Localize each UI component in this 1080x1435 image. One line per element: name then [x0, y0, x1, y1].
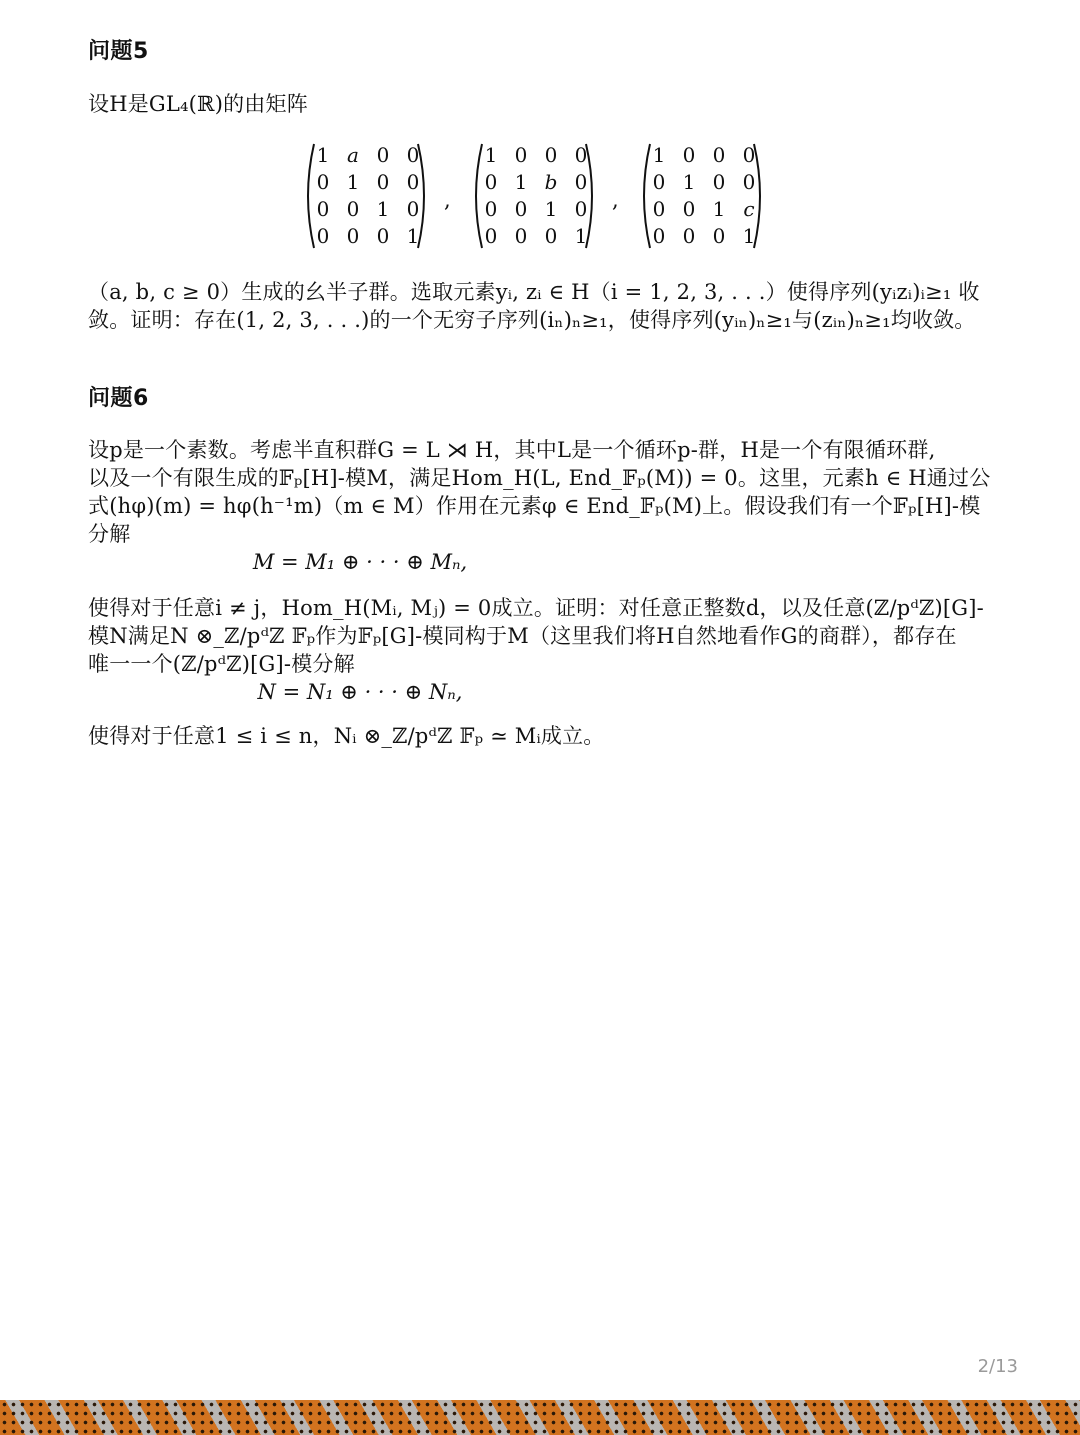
matrix-entry: 0 — [376, 170, 390, 194]
matrix-entry: 0 — [682, 224, 696, 248]
matrix-entry: 0 — [316, 197, 330, 221]
page-number: 2/13 — [977, 1356, 1018, 1377]
problem6-body-2 — [88, 594, 993, 678]
matrix-entry: 0 — [544, 143, 558, 167]
matrix-b — [468, 140, 600, 252]
matrix-entry: 0 — [514, 197, 528, 221]
matrix-entry: 0 — [652, 170, 666, 194]
matrix-entry: 0 — [652, 197, 666, 221]
problem5-intro-text: 设H是GL₄(ℝ)的由矩阵 — [88, 92, 308, 116]
matrix-entry: 0 — [742, 143, 756, 167]
problem6-heading: 问题6 — [88, 386, 149, 411]
decorative-border-strip — [0, 1400, 1080, 1435]
matrix-entry: 0 — [376, 143, 390, 167]
matrix-entry: 0 — [574, 143, 588, 167]
problem6-line: 以及一个有限生成的𝔽ₚ[H]-模M，满足Hom_H(L, End_𝔽ₚ(M)) = 0。这里，元素h ∈ H通过公 — [88, 466, 991, 490]
matrix-entry: 0 — [376, 224, 390, 248]
problem6-line: 模N满足N ⊗_ℤ/pᵈℤ 𝔽ₚ作为𝔽ₚ[G]-模同构于M（这里我们将H自然地看作G的商群），都存在 — [88, 624, 957, 648]
matrix-entry: 0 — [742, 170, 756, 194]
problem6-body-3 — [88, 722, 993, 750]
decomposition-equation-m: M = M₁ ⊕ · · · ⊕ Mₙ, — [252, 550, 468, 574]
matrix-entry: 0 — [406, 143, 420, 167]
matrix-entry: 0 — [574, 170, 588, 194]
matrix-a — [300, 140, 432, 252]
matrix-entry: 0 — [346, 197, 360, 221]
matrix-entry: a — [347, 143, 359, 167]
matrix-entry: 0 — [682, 143, 696, 167]
matrix-entry: 0 — [652, 224, 666, 248]
matrix-entry: 1 — [712, 197, 726, 221]
matrix-entry: 0 — [406, 197, 420, 221]
matrix-entry: 0 — [316, 170, 330, 194]
matrix-entry: 0 — [682, 197, 696, 221]
problem5-line: 敛。证明：存在(1, 2, 3, . . .)的一个无穷子序列(iₙ)ₙ≥₁，使得序列(yᵢₙ)ₙ≥₁与(zᵢₙ)ₙ≥₁均收敛。 — [88, 308, 976, 332]
matrix-entry: 0 — [346, 224, 360, 248]
generator-matrices — [0, 140, 1080, 258]
problem6-line: 分解 — [88, 522, 131, 546]
matrix-c — [636, 140, 768, 252]
matrix-entry: 0 — [484, 170, 498, 194]
problem6-line: 式(hφ)(m) = hφ(h⁻¹m)（m ∈ M）作用在元素φ ∈ End_𝔽ₚ(M)上。假设我们有一个𝔽ₚ[H]-模 — [88, 494, 981, 518]
problem6-line: 唯一一个(ℤ/pᵈℤ)[G]-模分解 — [88, 652, 355, 676]
matrix-entry: c — [743, 197, 755, 221]
problem5-line: （a, b, c ≥ 0）生成的幺半子群。选取元素yᵢ, zᵢ ∈ H（i = 1, 2, 3, . . .）使得序列(yᵢzᵢ)ᵢ≥₁ 收 — [88, 280, 980, 304]
matrix-entry: 1 — [652, 143, 666, 167]
matrix-entry: 1 — [406, 224, 420, 248]
matrix-entry: 1 — [682, 170, 696, 194]
matrix-entry: 0 — [316, 224, 330, 248]
matrix-entry: 1 — [544, 197, 558, 221]
matrix-entry: 0 — [484, 224, 498, 248]
matrix-entry: 1 — [346, 170, 360, 194]
matrix-entry: 0 — [406, 170, 420, 194]
problem5-heading: 问题5 — [88, 39, 149, 64]
matrix-entry: 0 — [544, 224, 558, 248]
matrix-comma: , — [444, 188, 451, 212]
matrix-entry: 1 — [514, 170, 528, 194]
problem6-body-1 — [88, 436, 993, 548]
matrix-entry: 1 — [484, 143, 498, 167]
matrix-entry: 1 — [376, 197, 390, 221]
decomposition-equation-n: N = N₁ ⊕ · · · ⊕ Nₙ, — [257, 680, 463, 704]
matrix-entry: 1 — [574, 224, 588, 248]
matrix-entry: 0 — [712, 170, 726, 194]
matrix-entry: b — [544, 170, 558, 194]
matrix-comma: , — [612, 188, 619, 212]
matrix-entry: 1 — [742, 224, 756, 248]
problem5-body — [88, 278, 993, 334]
problem6-line: 设p是一个素数。考虑半直积群G = L ⋊ H，其中L是一个循环p-群，H是一个有限循环群, — [88, 438, 936, 462]
matrix-entry: 0 — [712, 224, 726, 248]
matrix-entry: 0 — [484, 197, 498, 221]
matrix-entry: 1 — [316, 143, 330, 167]
matrix-entry: 0 — [574, 197, 588, 221]
problem6-line: 使得对于任意i ≠ j，Hom_H(Mᵢ, Mⱼ) = 0成立。证明：对任意正整数d，以及任意(ℤ/pᵈℤ)[G]- — [88, 596, 984, 620]
matrix-entry: 0 — [712, 143, 726, 167]
problem6-line: 使得对于任意1 ≤ i ≤ n，Nᵢ ⊗_ℤ/pᵈℤ 𝔽ₚ ≃ Mᵢ成立。 — [88, 724, 605, 748]
matrix-entry: 0 — [514, 224, 528, 248]
problem5-intro — [88, 90, 993, 118]
matrix-entry: 0 — [514, 143, 528, 167]
